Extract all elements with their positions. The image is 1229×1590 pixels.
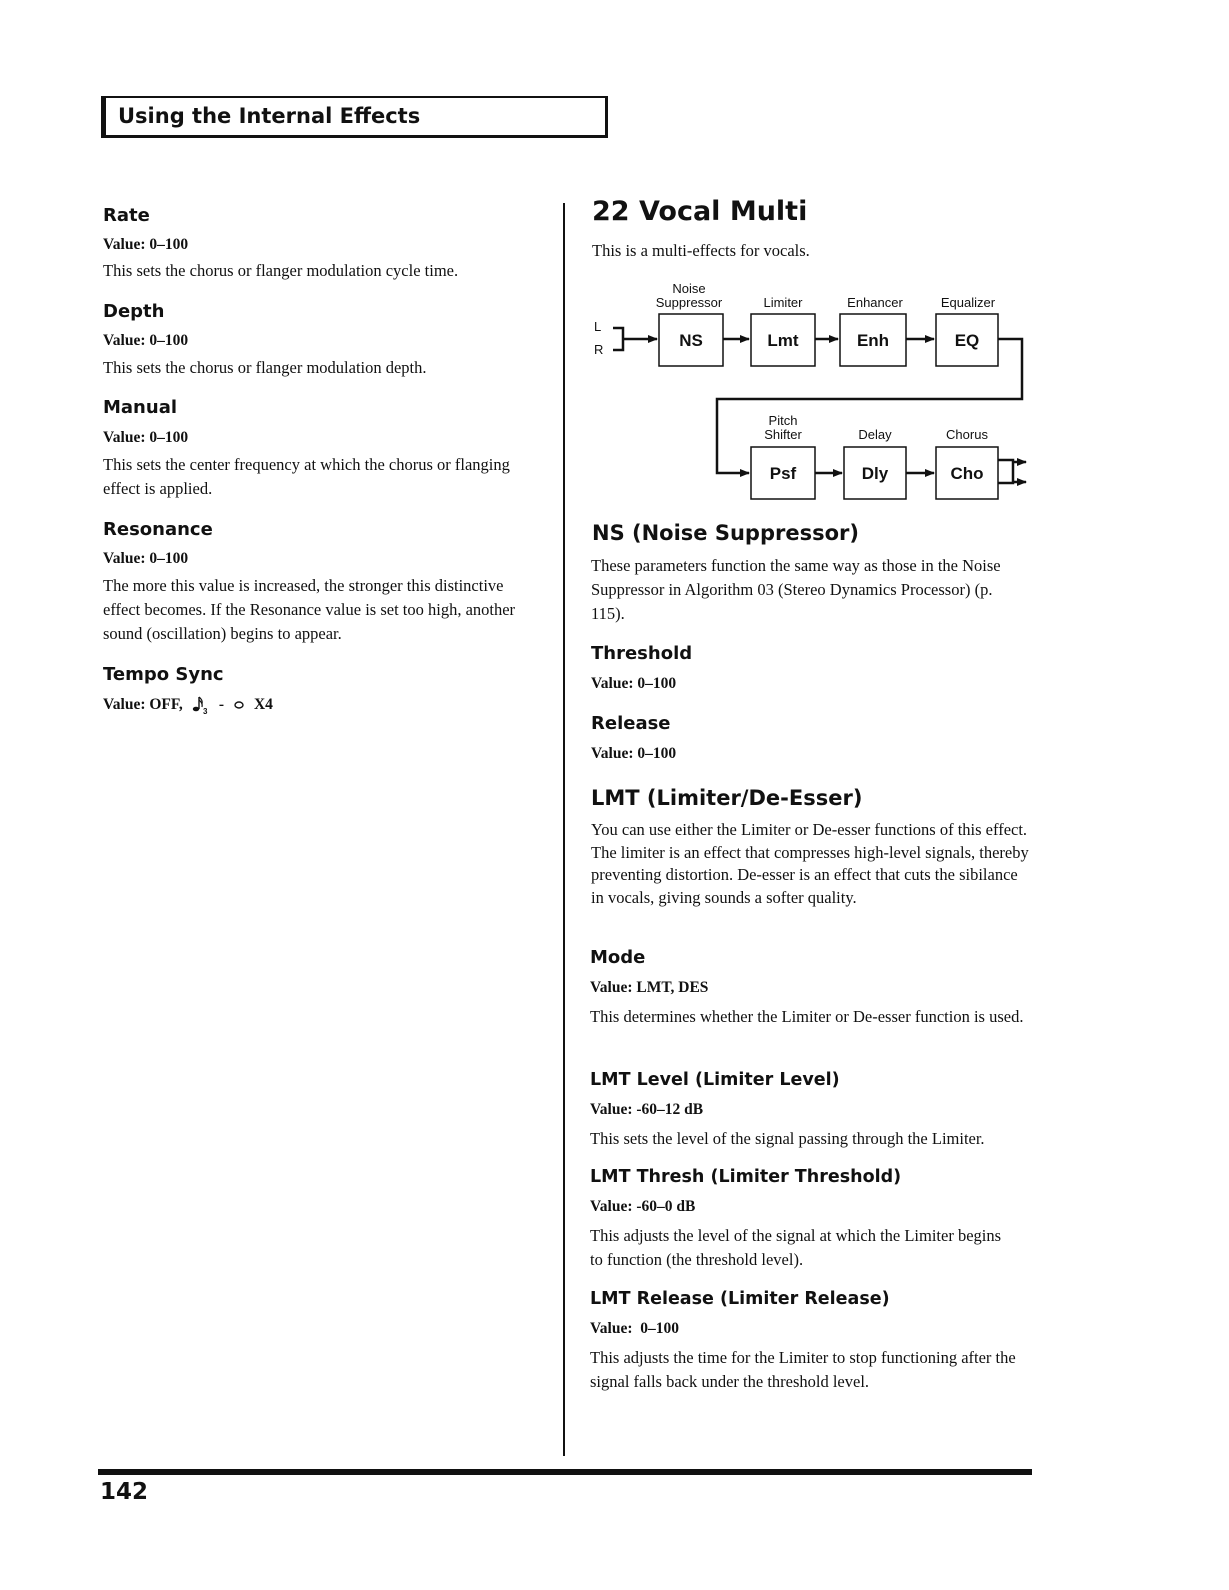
sixteenth-triplet-note-icon xyxy=(191,695,211,715)
ns-section-title: NS (Noise Suppressor) xyxy=(592,521,859,545)
section-intro: This is a multi-effects for vocals. xyxy=(592,241,810,260)
resonance-value: Value: 0–100 xyxy=(103,550,189,567)
tempo-sync-value xyxy=(103,695,273,715)
page-header-box xyxy=(101,96,608,138)
lmt-release-heading: LMT Release (Limiter Release) xyxy=(590,1289,890,1309)
lmt-section-title: LMT (Limiter/De-Esser) xyxy=(591,786,863,810)
page-header-title: Using the Internal Effects xyxy=(118,104,421,128)
depth-description: This sets the chorus or flanger modulation depth. xyxy=(103,358,427,377)
release-value: Value: 0–100 xyxy=(591,745,677,762)
lmt-level-heading: LMT Level (Limiter Level) xyxy=(590,1070,840,1090)
manual-description: This sets the center frequency at which the chorus or flanging effect is applied. xyxy=(103,455,510,498)
tempo-sync-value-prefix: Value: OFF, xyxy=(103,696,183,713)
dly-block-text: Dly xyxy=(861,464,889,483)
page-number: 142 xyxy=(100,1479,149,1505)
lmt-release-description: This adjusts the time for the Limiter to stop functioning after the signal falls back under the threshold level. xyxy=(590,1348,1016,1391)
lmt-level-description: This sets the level of the signal passing through the Limiter. xyxy=(590,1129,985,1148)
rate-heading: Rate xyxy=(103,205,150,226)
footer-rule xyxy=(98,1469,1032,1475)
lmt-block-text: Lmt xyxy=(767,331,799,350)
resonance-heading: Resonance xyxy=(103,519,213,540)
psf-block-text: Psf xyxy=(769,464,797,483)
tempo-sync-value-mid: - xyxy=(218,696,224,713)
rate-value: Value: 0–100 xyxy=(103,236,189,253)
ns-label-line2: Suppressor xyxy=(655,295,723,310)
enh-label: Enhancer xyxy=(847,295,903,310)
psf-label-line2: Shifter xyxy=(764,427,802,442)
eq-block-text: EQ xyxy=(954,331,980,350)
mode-value: Value: LMT, DES xyxy=(590,979,709,996)
psf-label-line1: Pitch xyxy=(768,413,798,428)
lmt-section-description: You can use either the Limiter or De-esser functions of this effect. The limiter is an effect that compresses high-level signals, thereby preventing distortion. De-esser is an effect that cuts the sibilance in vocals, giving sounds a softer quality. xyxy=(591,820,1029,908)
tempo-sync-value-suffix: X4 xyxy=(253,696,273,713)
ns-block-text: NS xyxy=(679,331,703,350)
column-divider xyxy=(563,203,565,1456)
lmt-label: Limiter xyxy=(763,295,803,310)
section-title: 22 Vocal Multi xyxy=(592,196,808,227)
rate-description: This sets the chorus or flanger modulation cycle time. xyxy=(103,261,459,280)
release-heading: Release xyxy=(591,713,671,734)
dly-label: Delay xyxy=(858,427,892,442)
tempo-sync-heading: Tempo Sync xyxy=(103,664,224,685)
lmt-thresh-heading: LMT Thresh (Limiter Threshold) xyxy=(590,1167,902,1187)
input-l-label: L xyxy=(594,319,602,334)
enh-block-text: Enh xyxy=(856,331,890,350)
cho-label: Chorus xyxy=(946,427,988,442)
threshold-value: Value: 0–100 xyxy=(591,675,677,692)
lmt-level-value: Value: -60–12 dB xyxy=(590,1101,704,1118)
cho-block-text: Cho xyxy=(950,464,984,483)
manual-value: Value: 0–100 xyxy=(103,429,189,446)
lmt-thresh-description: This adjusts the level of the signal at which the Limiter begins to function (the threshold level). xyxy=(590,1226,1002,1269)
input-r-label: R xyxy=(594,342,604,357)
mode-heading: Mode xyxy=(590,947,646,968)
ns-section-description: These parameters function the same way as those in the Noise Suppressor in Algorithm 03 (Stereo Dynamics Processor) (p. 115). xyxy=(591,556,1001,623)
depth-heading: Depth xyxy=(103,301,165,322)
manual-heading: Manual xyxy=(103,397,178,418)
whole-note-icon xyxy=(232,699,246,711)
mode-description: This determines whether the Limiter or De-esser function is used. xyxy=(590,1007,1024,1026)
eq-label: Equalizer xyxy=(940,295,996,310)
lmt-thresh-value: Value: -60–0 dB xyxy=(590,1198,696,1215)
depth-value: Value: 0–100 xyxy=(103,332,189,349)
svg-text:3: 3 xyxy=(202,707,208,715)
resonance-description: The more this value is increased, the stronger this distinctive effect becomes. If the Resonance value is set too high, another sound (oscillation) begins to appear. xyxy=(103,576,516,643)
threshold-heading: Threshold xyxy=(591,643,693,664)
ns-label-line1: Noise xyxy=(672,281,706,296)
lmt-release-value: Value: 0–100 xyxy=(590,1320,679,1337)
vocal-multi-block-diagram xyxy=(585,278,1035,508)
